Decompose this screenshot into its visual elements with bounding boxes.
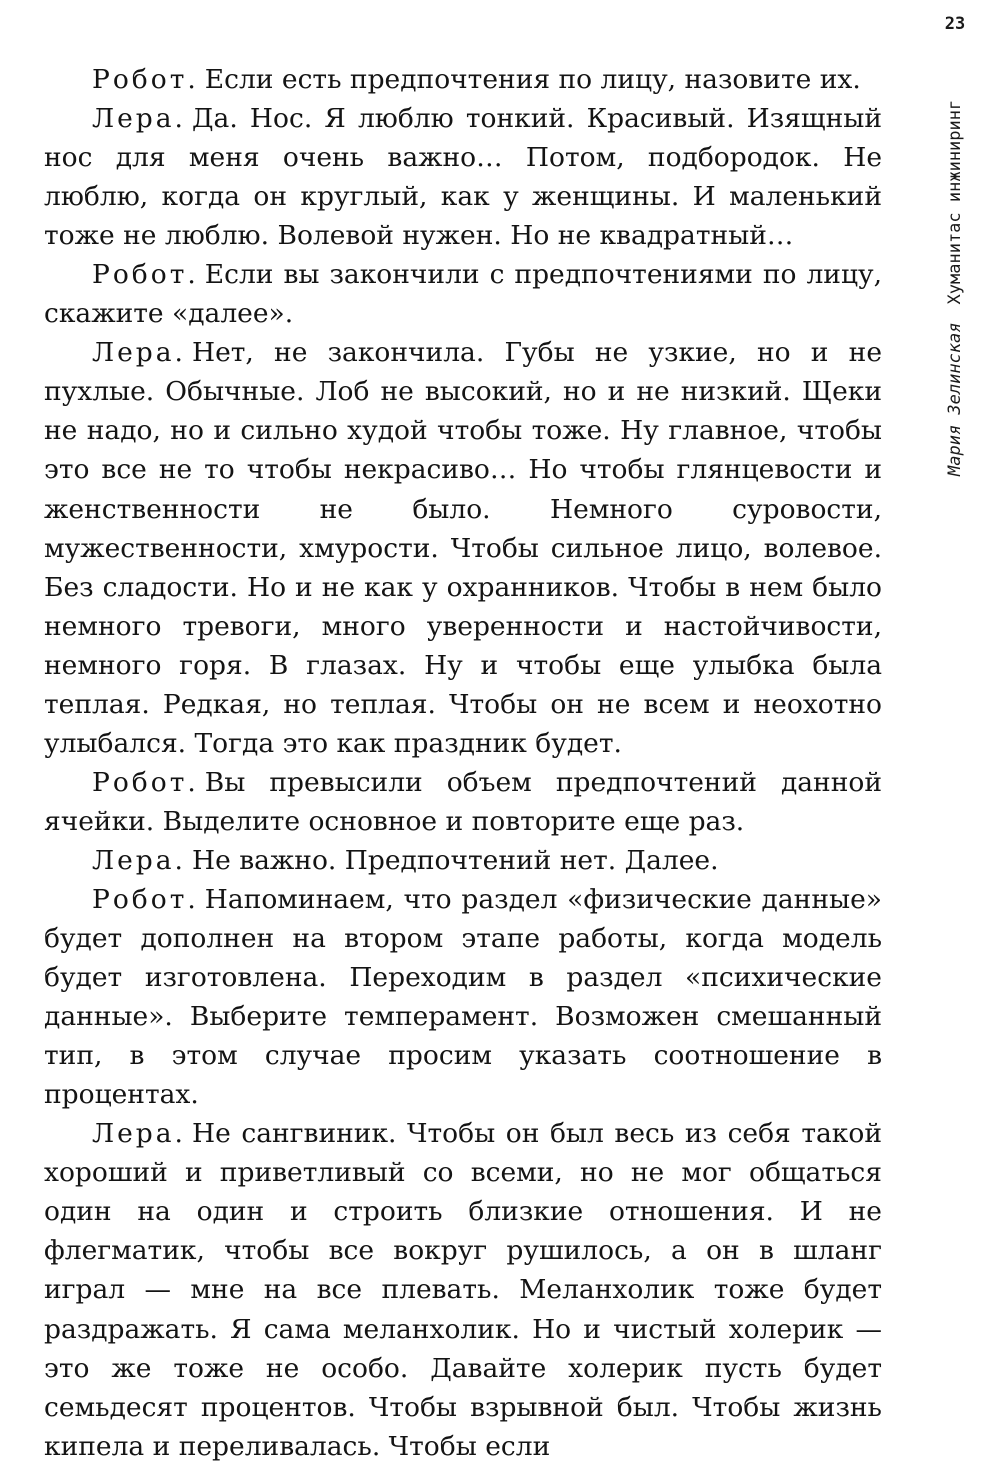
dialogue-paragraph [44, 255, 882, 333]
dialogue-line: Если вы закончили с предпочтениями по лицу, скажите «далее». [44, 259, 882, 330]
dialogue-paragraph [44, 763, 882, 841]
dialogue-paragraph [44, 841, 882, 880]
running-head-title: Хуманитас инжиниринг [945, 99, 965, 305]
dialogue-paragraph [44, 333, 882, 763]
body-text [44, 60, 882, 1466]
speaker-name: Лера. [92, 103, 186, 135]
dialogue-paragraph [44, 99, 882, 255]
dialogue-paragraph [44, 60, 882, 99]
dialogue-paragraph [44, 1114, 882, 1465]
dialogue-line: Да. Нос. Я люблю тонкий. Красивый. Изящный нос для меня очень важно… Потом, подбородок. Не люблю, когда он круглый, как у женщины. И маленький тоже не люблю. Волевой нужен. Но не квадратный… [44, 103, 882, 252]
speaker-name: Лера. [92, 844, 186, 876]
dialogue-line: Не важно. Предпочтений нет. Далее. [191, 844, 719, 876]
dialogue-line: Напоминаем, что раздел «физические данные» будет дополнен на втором этапе работы, когда модель будет изготовлена. Переходим в раздел «психические данные». Выберите темперамент. Возможен смешанный тип, в этом случае просим указать соотношение в процентах. [44, 883, 882, 1111]
dialogue-line: Вы превысили объем предпочтений данной ячейки. Выделите основное и повторите еще раз. [44, 766, 882, 837]
speaker-name: Робот. [92, 883, 199, 915]
speaker-name: Лера. [92, 1118, 186, 1150]
speaker-name: Робот. [92, 259, 199, 291]
speaker-name: Робот. [92, 766, 199, 798]
dialogue-line: Не сангвиник. Чтобы он был весь из себя такой хороший и приветливый со всеми, но не мог общаться один на один и строить близкие отношения. И не флегматик, чтобы все вокруг рушилось, а он в шланг играл — мне на все плевать. Меланхолик тоже будет раздражать. Я сама меланхолик. Но и чистый холерик — это же тоже не особо. Давайте холерик пусть будет семьдесят процентов. Чтобы взрывной был. Чтобы жизнь кипела и переливалась. Чтобы если [44, 1118, 882, 1462]
speaker-name: Робот. [92, 64, 199, 95]
dialogue-line: Если есть предпочтения по лицу, назовите их. [204, 64, 861, 95]
running-head [945, 100, 965, 476]
dialogue-line: Нет, не закончила. Губы не узкие, но и не пухлые. Обычные. Лоб не высокий, но и не низкий. Щеки не надо, но и сильно худой чтобы тоже. Ну главное, чтобы это все не то чтобы некрасиво… Но чтобы глянцевости и женственности не было. Немного суровости, мужественности, хмурости. Чтобы сильное лицо, волевое. Без сладости. Но и не как у охранников. Чтобы в нем было немного тревоги, много уверенности и настойчивости, немного горя. В глазах. Ну и чтобы еще улыбка была теплая. Редкая, но теплая. Чтобы он не всем и неохотно улыбался. Тогда это как праздник будет. [44, 337, 882, 759]
page-number: 23 [944, 14, 966, 34]
speaker-name: Лера. [92, 337, 186, 369]
running-head-author: Мария Зелинская [945, 322, 965, 476]
dialogue-paragraph [44, 880, 882, 1114]
